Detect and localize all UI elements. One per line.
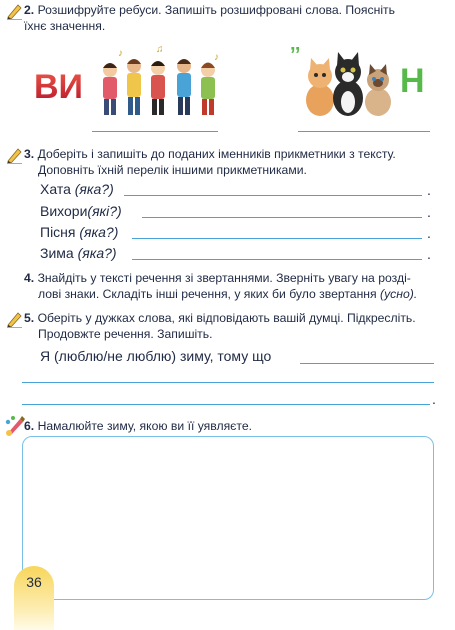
task-3-text-line1: Доберіть і запишіть до поданих іменників прикметники з тексту. — [37, 147, 396, 161]
task-3-row-2-question: (які?) — [87, 203, 122, 219]
task-5-sentence: Я (люблю/не люблю) зиму, тому що — [40, 348, 272, 364]
task-3-row-4-answer-line[interactable] — [132, 259, 422, 260]
task-3-row-4-question: (яка?) — [77, 245, 117, 261]
rebus-2 — [288, 42, 448, 122]
task-3-row-4-period: . — [427, 246, 431, 262]
task-3-row-3-noun: Пісня — [40, 224, 76, 240]
task-3-row-4-noun: Зима — [40, 245, 74, 261]
rebus-1-answer-line[interactable] — [92, 131, 218, 132]
task-2-text-line1: Розшифруйте ребуси. Запишіть розшифровані слова. Поясніть — [37, 3, 395, 17]
task-5-text-line2: Продовжте речення. Запишіть. — [38, 327, 213, 341]
page-number: 36 — [26, 574, 42, 590]
svg-text:♫: ♫ — [156, 44, 164, 55]
task-2-instruction — [24, 2, 449, 34]
svg-text:♪: ♪ — [214, 52, 219, 63]
rebus-1-text: ВИ — [34, 68, 83, 104]
rebus-2-answer-line[interactable] — [298, 131, 430, 132]
task-3-text-line2: Доповніть їхній перелік іншими прикметниками. — [38, 163, 307, 177]
task-5-instruction — [24, 310, 449, 342]
task-5-period: . — [432, 391, 436, 407]
task-5-answer-line-2[interactable] — [22, 382, 434, 383]
task-3-row-3-label — [40, 224, 118, 240]
task-3-row-2-answer-line[interactable] — [142, 217, 422, 218]
paintbrush-icon — [4, 414, 26, 436]
task-2-number: 2. — [24, 3, 35, 17]
task-3-row-4-label — [40, 245, 117, 261]
task-3-row-1-answer-line[interactable] — [124, 195, 422, 196]
task-4-text-line2: лові знаки. Складіть інші речення, у яких би було звертання — [38, 287, 381, 301]
rebus-2-letter: Н — [400, 62, 424, 100]
task-2-text-line2: їхнє значення. — [24, 19, 106, 33]
task-3-number: 3. — [24, 147, 35, 161]
task-3-row-1-label — [40, 181, 114, 197]
task-3-row-1-period: . — [427, 182, 431, 198]
task-3-row-2-label — [40, 203, 122, 219]
task-4-number: 4. — [24, 271, 35, 285]
task-6-text: Намалюйте зиму, якою ви її уявляєте. — [37, 419, 253, 433]
task-3-row-2-noun: Вихори — [40, 203, 88, 219]
task-3-row-1-noun: Хата — [40, 181, 71, 197]
pencil-icon — [5, 310, 23, 328]
rebus-1-letters — [34, 64, 102, 104]
task-4-text-line1: Знайдіть у тексті речення зі звертаннями. Зверніть увагу на розді- — [37, 271, 411, 285]
pencil-icon — [5, 2, 23, 20]
task-5-answer-line-3[interactable] — [22, 404, 430, 405]
task-4-text-line2-italic: (усно). — [380, 287, 418, 301]
task-5-number: 5. — [24, 311, 35, 325]
drawing-area[interactable] — [22, 436, 434, 600]
children-singing-icon — [96, 42, 228, 120]
task-4-instruction — [24, 270, 449, 302]
task-3-row-1-question: (яка?) — [74, 181, 114, 197]
svg-text:♪: ♪ — [118, 48, 123, 59]
task-6-instruction — [24, 418, 449, 434]
task-3-row-2-period: . — [427, 204, 431, 220]
task-5-answer-line-1[interactable] — [300, 363, 434, 364]
cats-icon — [302, 48, 394, 120]
pencil-icon — [5, 146, 23, 164]
task-3-row-3-answer-line[interactable] — [132, 238, 422, 239]
task-6-number: 6. — [24, 419, 35, 433]
task-3-row-3-period: . — [427, 225, 431, 241]
task-3-row-3-question: (яка?) — [79, 224, 119, 240]
rebus-2-quotes: ’’ — [290, 44, 301, 66]
rebus-1 — [30, 42, 230, 122]
task-5-text-line1: Оберіть у дужках слова, які відповідають вашій думці. Підкресліть. — [37, 311, 416, 325]
task-3-instruction — [24, 146, 449, 178]
